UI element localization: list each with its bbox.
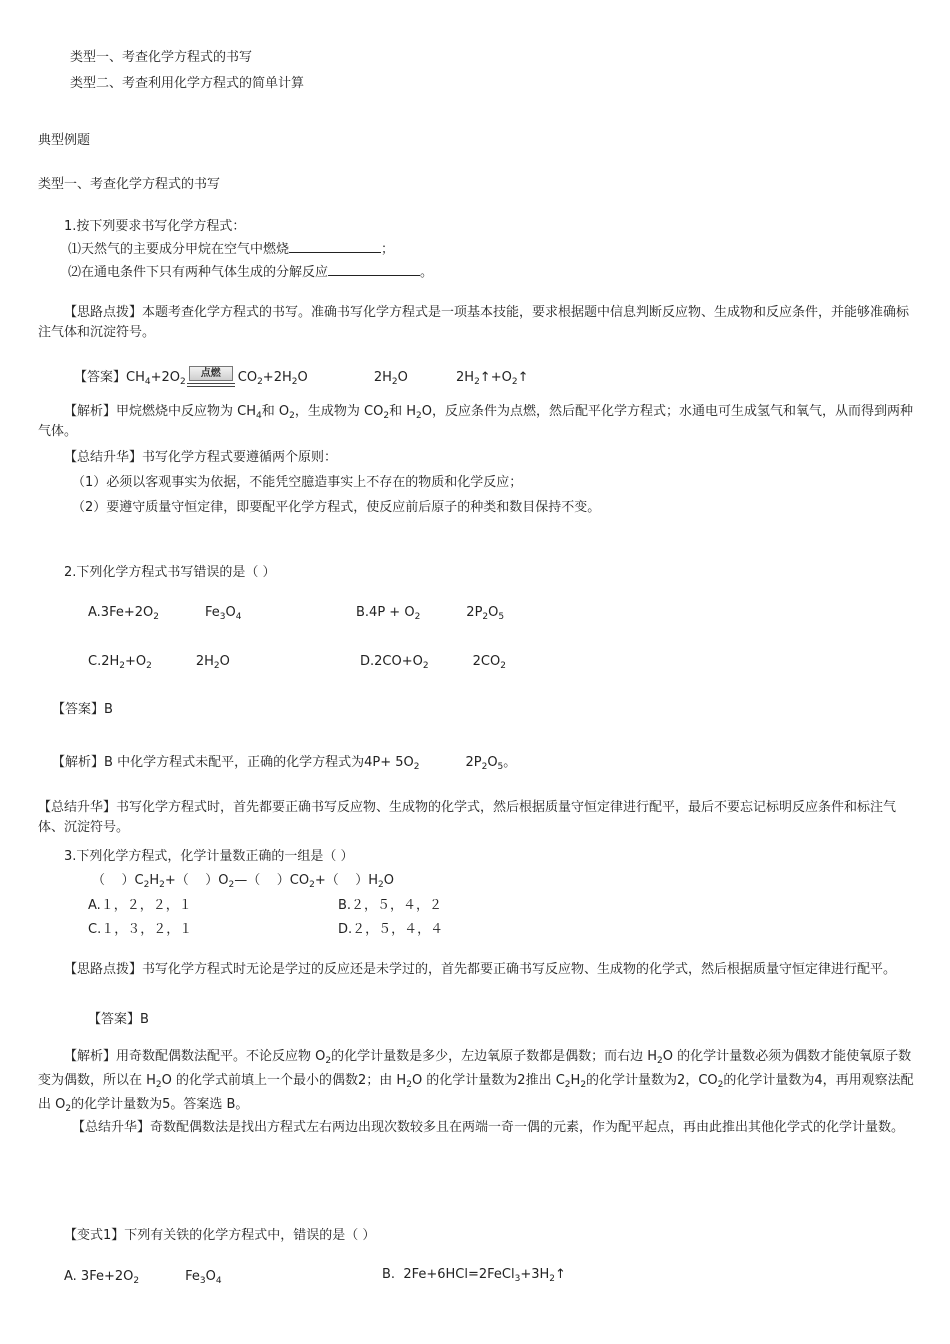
q3-option-b[interactable]: B.２，５，４，２: [338, 898, 443, 913]
q2-option-a[interactable]: $A.3Fe+2O_2$ $Fe_3O_4$: [88, 605, 242, 622]
q1-answer: 【答案】$CH_4+2O_2$ 点燃 $CO_2+2H_2O$ $2H_2O$ $2H_2↑+O_2↑$: [74, 364, 528, 392]
answer-blank[interactable]: [289, 240, 381, 253]
q3-equation: （ ）$C_2H_2+$（ ）$O_2—$（ ）$CO_2+$（ ）$H_2O$: [92, 873, 394, 890]
q3-answer: 【答案】B: [88, 1012, 149, 1027]
q1-part2: ⑵在通电条件下只有两种气体生成的分解反应 。: [68, 265, 434, 280]
variant1-stem: 【变式1】下列有关铁的化学方程式中，错误的是（ ）: [64, 1228, 376, 1243]
q1-stem: 1.按下列要求书写化学方程式：: [64, 219, 246, 234]
answer-blank[interactable]: [328, 263, 420, 276]
q1-summary-point2: （2）要遵守质量守恒定律，即要配平化学方程式，使反应前后原子的种类和数目保持不变。: [72, 500, 601, 515]
q3-stem: 3.下列化学方程式，化学计量数正确的一组是（ ）: [64, 849, 354, 864]
q2-option-d[interactable]: $D.2CO+O_2$ $2CO_2$: [360, 654, 506, 671]
q1-part1: ⑴天然气的主要成分甲烷在空气中燃烧 ；: [68, 242, 395, 257]
q2-option-b[interactable]: $B.4P + O_2$ $2P_2O_5$: [356, 605, 505, 622]
q1-hint: 【思路点拨】本题考查化学方程式的书写。准确书写化学方程式是一项基本技能，要求根据题中信息判断反应物、生成物和反应条件，并能够准确标注气体和沉淀符号。: [38, 305, 910, 340]
q1-summary: 【总结升华】书写化学方程式要遵循两个原则：: [64, 450, 338, 465]
q3-option-a[interactable]: A.１，２，２，１: [88, 898, 192, 913]
q3-option-c[interactable]: C.１，３，２，１: [88, 922, 193, 937]
q3-summary: 【总结升华】奇数配偶数法是找出方程式左右两边出现次数较多且在两端一奇一偶的元素，作为配平起点，再由此推出其他化学式的化学计量数。: [72, 1120, 905, 1135]
q2-option-c[interactable]: $C.2H_2+O_2$ $2H_2O$: [88, 654, 230, 671]
variant1-option-a[interactable]: A. $3Fe+2O_2$ $Fe_3O_4$: [64, 1269, 222, 1286]
q2-stem: 2.下列化学方程式书写错误的是（ ）: [64, 565, 276, 580]
q2-answer: 【答案】B: [52, 702, 113, 717]
q3-hint: 【思路点拨】书写化学方程式时无论是学过的反应还是未学过的，首先都要正确书写反应物、生成物的化学式，然后根据质量守恒定律进行配平。: [64, 962, 897, 977]
q3-analysis: 【解析】用奇数配偶数法配平。不论反应物 $O_2$的化学计量数是多少，左边氧原子数都是偶数；而右边 $H_2O$ 的化学计量数必须为偶数才能使氧原子数变为偶数，所以在 $H_2O$ 的化学式前填上一个最小的偶数2；由 $H_2O$ 的化学计量数为2推出 $C_2H_2$的化学计量数为2，$CO_2$的化学计量数为4，再用观察法配出 $O_2$的化学计量数为5。答案选 B。: [38, 1049, 914, 1114]
type-one-line: 类型一、考查化学方程式的书写: [70, 50, 253, 65]
typical-examples-heading: 典型例题: [38, 133, 91, 148]
q1-summary-point1: （1）必须以客观事实为依据，不能凭空臆造事实上不存在的物质和化学反应；: [72, 475, 523, 490]
q2-summary: 【总结升华】书写化学方程式时，首先都要正确书写反应物、生成物的化学式，然后根据质量守恒定律进行配平，最后不要忘记标明反应条件和标注气体、沉淀符号。: [38, 800, 897, 835]
q1-analysis: 【解析】甲烷燃烧中反应物为 $CH_4$和 $O_2$，生成物为 $CO_2$和 $H_2O$，反应条件为点燃，然后配平化学方程式；水通电可生成氢气和氧气，从而得到两种气体。: [38, 404, 914, 439]
variant1-option-b[interactable]: B. $2Fe+6HCl=2FeCl_3+3H_2↑$: [382, 1267, 566, 1284]
section-one-heading: 类型一、考查化学方程式的书写: [38, 177, 221, 192]
q2-analysis: 【解析】B 中化学方程式未配平，正确的化学方程式为$4P+ 5O_2$ $2P_2O_5$。: [52, 755, 517, 772]
q3-option-d[interactable]: D.２，５，４，４: [338, 922, 444, 937]
ignite-condition-sign: 点燃: [187, 366, 237, 390]
type-two-line: 类型二、考查利用化学方程式的简单计算: [70, 76, 305, 91]
